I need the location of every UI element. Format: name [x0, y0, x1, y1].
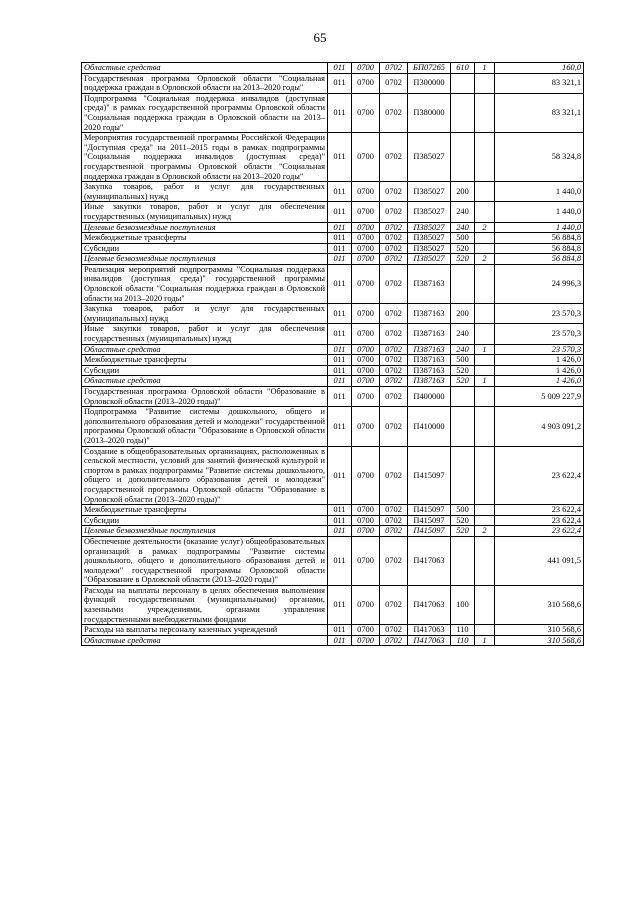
amount: 83 321,1	[495, 73, 584, 93]
row-name: Областные средства	[82, 344, 328, 355]
amount: 56 884,8	[495, 254, 584, 265]
target-article: П417063	[408, 536, 451, 585]
row-name: Подпрограмма "Социальная поддержка инвалидов (доступная среда)" в рамках государственной программы Орловской области "Социальная поддержка граждан в Орловской области на 2013–2020 годы"	[82, 93, 328, 132]
section-code: 0700	[352, 63, 380, 74]
table-row	[82, 304, 584, 324]
expense-type: 610	[451, 63, 475, 74]
funding-source	[475, 233, 495, 244]
target-article: П415097	[408, 446, 451, 505]
target-article: П385027	[408, 222, 451, 233]
ministry-code: 011	[328, 254, 352, 265]
funding-source	[475, 446, 495, 505]
funding-source	[475, 73, 495, 93]
ministry-code: 011	[328, 365, 352, 376]
amount: 23 570,3	[495, 304, 584, 324]
target-article: П387163	[408, 324, 451, 344]
section-code: 0700	[352, 635, 380, 646]
ministry-code: 011	[328, 93, 352, 132]
expense-type: 500	[451, 505, 475, 516]
table-row	[82, 202, 584, 222]
ministry-code: 011	[328, 635, 352, 646]
expense-type: 520	[451, 365, 475, 376]
ministry-code: 011	[328, 407, 352, 446]
ministry-code: 011	[328, 446, 352, 505]
expense-type	[451, 407, 475, 446]
subsection-code: 0702	[380, 182, 408, 202]
target-article: П385027	[408, 182, 451, 202]
table-row	[82, 222, 584, 233]
table-row	[82, 133, 584, 182]
subsection-code: 0702	[380, 585, 408, 624]
subsection-code: 0702	[380, 304, 408, 324]
expense-type	[451, 133, 475, 182]
section-code: 0700	[352, 202, 380, 222]
subsection-code: 0702	[380, 625, 408, 636]
target-article: П417063	[408, 585, 451, 624]
section-code: 0700	[352, 536, 380, 585]
funding-source: 2	[475, 254, 495, 265]
section-code: 0700	[352, 233, 380, 244]
amount: 1 426,0	[495, 355, 584, 366]
table-row	[82, 73, 584, 93]
amount: 1 440,0	[495, 202, 584, 222]
funding-source	[475, 93, 495, 132]
table-row	[82, 63, 584, 74]
section-code: 0700	[352, 505, 380, 516]
ministry-code: 011	[328, 264, 352, 303]
section-code: 0700	[352, 344, 380, 355]
target-article: П300000	[408, 73, 451, 93]
row-name: Субсидии	[82, 243, 328, 254]
table-row	[82, 387, 584, 407]
section-code: 0700	[352, 304, 380, 324]
ministry-code: 011	[328, 222, 352, 233]
target-article: П400000	[408, 387, 451, 407]
subsection-code: 0702	[380, 254, 408, 265]
table-row	[82, 526, 584, 537]
table-row	[82, 264, 584, 303]
target-article: П385027	[408, 233, 451, 244]
section-code: 0700	[352, 254, 380, 265]
subsection-code: 0702	[380, 365, 408, 376]
expense-type	[451, 536, 475, 585]
expense-type	[451, 264, 475, 303]
target-article: П380000	[408, 93, 451, 132]
target-article: П415097	[408, 515, 451, 526]
amount: 24 996,3	[495, 264, 584, 303]
expense-type: 500	[451, 233, 475, 244]
ministry-code: 011	[328, 304, 352, 324]
section-code: 0700	[352, 324, 380, 344]
subsection-code: 0702	[380, 202, 408, 222]
expense-type: 200	[451, 182, 475, 202]
row-name: Обеспечение деятельности (оказание услуг) общеобразовательных организаций в рамках подпрограммы "Развитие системы дошкольного, общего и дополнительного образования детей и молодежи" государственной программы Орловской области "Образование в Орловской области (2013–2020 годы)"	[82, 536, 328, 585]
subsection-code: 0702	[380, 93, 408, 132]
ministry-code: 011	[328, 324, 352, 344]
page-number: 65	[313, 30, 327, 45]
row-name: Целевые безвозмездные поступления	[82, 526, 328, 537]
funding-source	[475, 625, 495, 636]
expense-type: 110	[451, 625, 475, 636]
ministry-code: 011	[328, 182, 352, 202]
ministry-code: 011	[328, 73, 352, 93]
funding-source	[475, 133, 495, 182]
section-code: 0700	[352, 407, 380, 446]
funding-source	[475, 536, 495, 585]
subsection-code: 0702	[380, 387, 408, 407]
amount: 4 903 091,2	[495, 407, 584, 446]
subsection-code: 0702	[380, 73, 408, 93]
ministry-code: 011	[328, 202, 352, 222]
ministry-code: 011	[328, 536, 352, 585]
section-code: 0700	[352, 73, 380, 93]
target-article: П387163	[408, 376, 451, 387]
section-code: 0700	[352, 515, 380, 526]
target-article: П415097	[408, 505, 451, 516]
funding-source: 1	[475, 635, 495, 646]
ministry-code: 011	[328, 505, 352, 516]
table-row	[82, 365, 584, 376]
expense-type	[451, 93, 475, 132]
target-article: П387163	[408, 344, 451, 355]
amount: 160,0	[495, 63, 584, 74]
ministry-code: 011	[328, 387, 352, 407]
table-row	[82, 505, 584, 516]
subsection-code: 0702	[380, 233, 408, 244]
table-row	[82, 254, 584, 265]
expense-type: 240	[451, 222, 475, 233]
target-article: П385027	[408, 133, 451, 182]
table-row	[82, 355, 584, 366]
expense-type: 520	[451, 526, 475, 537]
amount: 56 884,8	[495, 233, 584, 244]
section-code: 0700	[352, 264, 380, 303]
target-article: П387163	[408, 264, 451, 303]
table-row	[82, 233, 584, 244]
funding-source	[475, 243, 495, 254]
subsection-code: 0702	[380, 407, 408, 446]
subsection-code: 0702	[380, 243, 408, 254]
funding-source	[475, 505, 495, 516]
section-code: 0700	[352, 355, 380, 366]
amount: 5 009 227,9	[495, 387, 584, 407]
target-article: П385027	[408, 202, 451, 222]
section-code: 0700	[352, 133, 380, 182]
target-article: П417063	[408, 625, 451, 636]
section-code: 0700	[352, 222, 380, 233]
funding-source	[475, 264, 495, 303]
row-name: Межбюджетные трансферты	[82, 233, 328, 244]
ministry-code: 011	[328, 243, 352, 254]
table-row	[82, 407, 584, 446]
amount: 441 091,5	[495, 536, 584, 585]
ministry-code: 011	[328, 585, 352, 624]
funding-source	[475, 182, 495, 202]
funding-source: 1	[475, 63, 495, 74]
row-name: Реализация мероприятий подпрограммы "Социальная поддержка инвалидов (доступная среда)" государственной программы Орловской области "Социальная поддержка граждан в Орловской области на 2013–2020 годы"	[82, 264, 328, 303]
expense-type: 200	[451, 304, 475, 324]
ministry-code: 011	[328, 344, 352, 355]
funding-source	[475, 407, 495, 446]
row-name: Субсидии	[82, 365, 328, 376]
subsection-code: 0702	[380, 63, 408, 74]
amount: 23 622,4	[495, 446, 584, 505]
amount: 83 321,1	[495, 93, 584, 132]
section-code: 0700	[352, 585, 380, 624]
row-name: Расходы на выплаты персоналу казенных учреждений	[82, 625, 328, 636]
ministry-code: 011	[328, 526, 352, 537]
ministry-code: 011	[328, 133, 352, 182]
section-code: 0700	[352, 182, 380, 202]
row-name: Государственная программа Орловской области "Социальная поддержка граждан в Орловской области на 2013–2020 годы"	[82, 73, 328, 93]
table-row	[82, 635, 584, 646]
target-article: П387163	[408, 365, 451, 376]
target-article: П385027	[408, 243, 451, 254]
target-article: П387163	[408, 355, 451, 366]
amount: 1 426,0	[495, 365, 584, 376]
amount: 58 324,8	[495, 133, 584, 182]
target-article: БП07265	[408, 63, 451, 74]
row-name: Создание в общеобразовательных организациях, расположенных в сельской местности, условий для занятий физической культурой и спортом в рамках подпрограммы "Развитие системы дошкольного, общего и дополнительного образования детей и молодежи" государственной программы Орловской области "Образование в Орловской области (2013–2020 годы)"	[82, 446, 328, 505]
subsection-code: 0702	[380, 355, 408, 366]
table-row	[82, 585, 584, 624]
table-row	[82, 376, 584, 387]
section-code: 0700	[352, 625, 380, 636]
funding-source: 1	[475, 376, 495, 387]
subsection-code: 0702	[380, 133, 408, 182]
target-article: П387163	[408, 304, 451, 324]
ministry-code: 011	[328, 355, 352, 366]
amount: 310 568,6	[495, 585, 584, 624]
amount: 23 570,3	[495, 324, 584, 344]
row-name: Межбюджетные трансферты	[82, 355, 328, 366]
row-name: Иные закупки товаров, работ и услуг для обеспечения государственных (муниципальных) нужд	[82, 202, 328, 222]
row-name: Иные закупки товаров, работ и услуг для обеспечения государственных (муниципальных) нужд	[82, 324, 328, 344]
row-name: Закупка товаров, работ и услуг для государственных (муниципальных) нужд	[82, 182, 328, 202]
expense-type: 520	[451, 515, 475, 526]
row-name: Областные средства	[82, 635, 328, 646]
amount: 1 440,0	[495, 222, 584, 233]
subsection-code: 0702	[380, 344, 408, 355]
subsection-code: 0702	[380, 264, 408, 303]
ministry-code: 011	[328, 376, 352, 387]
expense-type: 520	[451, 243, 475, 254]
expense-type: 500	[451, 355, 475, 366]
row-name: Межбюджетные трансферты	[82, 505, 328, 516]
expense-type	[451, 446, 475, 505]
expense-type	[451, 73, 475, 93]
amount: 23 622,4	[495, 526, 584, 537]
expense-type: 240	[451, 344, 475, 355]
expense-type: 110	[451, 635, 475, 646]
expense-type: 240	[451, 202, 475, 222]
table-row	[82, 536, 584, 585]
ministry-code: 011	[328, 233, 352, 244]
subsection-code: 0702	[380, 536, 408, 585]
row-name: Государственная программа Орловской области "Образование в Орловской области (2013–2020 годы)"	[82, 387, 328, 407]
section-code: 0700	[352, 387, 380, 407]
subsection-code: 0702	[380, 515, 408, 526]
subsection-code: 0702	[380, 505, 408, 516]
row-name: Областные средства	[82, 63, 328, 74]
table-row	[82, 515, 584, 526]
table-row	[82, 93, 584, 132]
expense-type	[451, 387, 475, 407]
section-code: 0700	[352, 526, 380, 537]
funding-source	[475, 585, 495, 624]
expense-type: 240	[451, 324, 475, 344]
section-code: 0700	[352, 446, 380, 505]
target-article: П417063	[408, 635, 451, 646]
amount: 56 884,8	[495, 243, 584, 254]
funding-source	[475, 324, 495, 344]
table-row	[82, 182, 584, 202]
section-code: 0700	[352, 93, 380, 132]
row-name: Целевые безвозмездные поступления	[82, 222, 328, 233]
row-name: Целевые безвозмездные поступления	[82, 254, 328, 265]
section-code: 0700	[352, 243, 380, 254]
table-row	[82, 625, 584, 636]
funding-source	[475, 365, 495, 376]
target-article: П415097	[408, 526, 451, 537]
amount: 310 568,6	[495, 635, 584, 646]
amount: 23 622,4	[495, 505, 584, 516]
amount: 23 622,4	[495, 515, 584, 526]
funding-source	[475, 304, 495, 324]
funding-source: 2	[475, 526, 495, 537]
funding-source: 1	[475, 344, 495, 355]
target-article: П385027	[408, 254, 451, 265]
funding-source	[475, 515, 495, 526]
subsection-code: 0702	[380, 446, 408, 505]
subsection-code: 0702	[380, 222, 408, 233]
ministry-code: 011	[328, 515, 352, 526]
expense-type: 100	[451, 585, 475, 624]
amount: 1 440,0	[495, 182, 584, 202]
funding-source	[475, 355, 495, 366]
ministry-code: 011	[328, 63, 352, 74]
subsection-code: 0702	[380, 324, 408, 344]
budget-table	[81, 62, 584, 646]
row-name: Расходы на выплаты персоналу в целях обеспечения выполнения функций государственными (муниципальными) органами, казенными учреждениями, органами управления государственными внебюджетными фондами	[82, 585, 328, 624]
row-name: Мероприятия государственной программы Российской Федерации "Доступная среда" на 2011–2015 годы в рамках подпрограммы "Социальная поддержка инвалидов (доступная среда)" государственной программы Орловской области "Социальная поддержка граждан в Орловской области на 2013–2020 годы"	[82, 133, 328, 182]
table-row	[82, 344, 584, 355]
row-name: Областные средства	[82, 376, 328, 387]
subsection-code: 0702	[380, 376, 408, 387]
expense-type: 520	[451, 254, 475, 265]
subsection-code: 0702	[380, 526, 408, 537]
section-code: 0700	[352, 365, 380, 376]
table-row	[82, 446, 584, 505]
funding-source	[475, 202, 495, 222]
target-article: П410000	[408, 407, 451, 446]
funding-source: 2	[475, 222, 495, 233]
row-name: Подпрограмма "Развитие системы дошкольного, общего и дополнительного образования детей и молодежи" государственной программы Орловской области "Образование в Орловской области (2013–2020 годы)"	[82, 407, 328, 446]
table-row	[82, 243, 584, 254]
funding-source	[475, 387, 495, 407]
amount: 310 568,6	[495, 625, 584, 636]
ministry-code: 011	[328, 625, 352, 636]
table-row	[82, 324, 584, 344]
row-name: Закупка товаров, работ и услуг для государственных (муниципальных) нужд	[82, 304, 328, 324]
row-name: Субсидии	[82, 515, 328, 526]
subsection-code: 0702	[380, 635, 408, 646]
amount: 1 426,0	[495, 376, 584, 387]
expense-type: 520	[451, 376, 475, 387]
section-code: 0700	[352, 376, 380, 387]
amount: 23 570,3	[495, 344, 584, 355]
